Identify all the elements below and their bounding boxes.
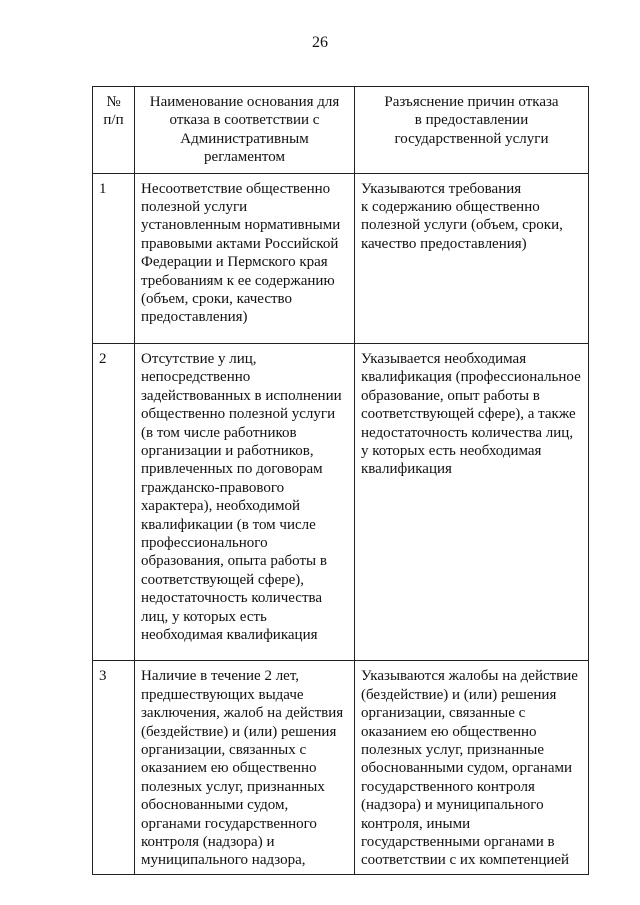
row-ground (135, 343, 355, 661)
ground-line: предоставления) (141, 309, 248, 326)
explanation-line: (надзора) и муниципального (361, 797, 544, 814)
ground-line: полезных услуг, признанных (141, 778, 325, 795)
ground-line: Несоответствие общественно (141, 180, 331, 197)
ground-line: обоснованными судом, (141, 797, 289, 814)
explanation-line: государственного контроля (361, 778, 535, 795)
ground-line: недостаточность количества (141, 590, 323, 607)
row-explanation (355, 343, 589, 661)
explanation-line: полезных услуг, признанные (361, 742, 544, 758)
header-ground-line: отказа в соответствии с (169, 112, 320, 129)
explanation-line: к содержанию общественно (361, 199, 540, 216)
explanation-line: Указывается необходимая (361, 350, 527, 367)
ground-line: (в том числе работников (141, 424, 297, 441)
ground-line: Отсутствие у лиц, (141, 350, 257, 367)
ground-line: правовыми актами Российской (141, 235, 339, 252)
header-explanation-line: государственной услуги (394, 130, 549, 147)
ground-line: органами государственного (141, 815, 317, 832)
row-number-value: 2 (99, 350, 107, 367)
ground-line: соответствующей сфере), (141, 571, 305, 588)
explanation-line: контроля, иными (361, 815, 471, 832)
table-row (93, 173, 589, 343)
ground-line: (объем, сроки, качество (141, 291, 293, 308)
ground-line: организации и работников, (141, 442, 314, 459)
ground-line: лиц, у которых есть (141, 608, 267, 625)
ground-line: полезной услуги (141, 199, 248, 216)
ground-line: характера), необходимой (141, 498, 300, 515)
refusal-grounds-table (92, 86, 589, 875)
header-num-line: № (106, 94, 121, 110)
explanation-line: недостаточность количества лиц, (361, 424, 574, 441)
header-explanation-line: Разъяснение причин отказа (384, 94, 559, 110)
explanation-line: Указываются жалобы на действие (361, 668, 578, 685)
explanation-line: полезной услуги (объем, сроки, (361, 217, 563, 234)
ground-line: профессионального (141, 534, 268, 551)
header-ground-line: регламентом (204, 149, 285, 166)
row-number (93, 173, 135, 343)
ground-line: образования, опыта работы в (141, 553, 327, 570)
explanation-line: государственными органами в (361, 834, 555, 851)
explanation-line: у которых есть необходимая (361, 442, 542, 459)
ground-line: заключения, жалоб на действия (141, 705, 344, 722)
ground-line: установленным нормативными (141, 217, 341, 234)
ground-line: требованиям к ее содержанию (141, 272, 335, 289)
row-number-value: 1 (99, 180, 107, 197)
header-explanation-line: в предоставлении (414, 112, 529, 129)
header-ground (135, 87, 355, 174)
ground-line: оказанием ею общественно (141, 760, 317, 777)
explanation-line: обоснованными судом, органами (361, 760, 573, 777)
table-row (93, 343, 589, 661)
ground-line: (бездействие) и (или) решения (141, 723, 337, 740)
row-explanation (355, 661, 589, 874)
header-num-line: п/п (103, 112, 124, 129)
page-number: 26 (312, 34, 328, 51)
header-num (93, 87, 135, 174)
header-ground-line: Наименование основания для (149, 94, 340, 110)
table-row (93, 661, 589, 874)
ground-line: Федерации и Пермского края (141, 254, 328, 271)
ground-line: необходимая квалификация (141, 626, 318, 643)
ground-line: гражданско-правового (141, 479, 285, 496)
row-ground (135, 661, 355, 874)
ground-line: Наличие в течение 2 лет, (141, 668, 300, 685)
ground-line: общественно полезной услуги (141, 406, 336, 423)
explanation-line: оказанием ею общественно (361, 723, 537, 740)
ground-line: непосредственно (141, 369, 251, 386)
explanation-line: организации, связанные с (361, 705, 526, 722)
explanation-line: Указываются требования (361, 180, 522, 197)
header-ground-line: Административным (180, 130, 309, 147)
explanation-line: образование, опыт работы в (361, 387, 540, 404)
explanation-line: (бездействие) и (или) решения (361, 686, 557, 703)
ground-line: квалификации (в том числе (141, 516, 316, 533)
explanation-line: квалификация (профессиональное (361, 369, 581, 386)
ground-line: предшествующих выдаче (141, 686, 304, 703)
row-number-value: 3 (99, 668, 107, 685)
row-number (93, 343, 135, 661)
explanation-line: соответствующей сфере), а также (361, 406, 576, 423)
explanation-line: соответствии с их компетенцией (361, 852, 570, 869)
ground-line: задействованных в исполнении (141, 387, 342, 404)
ground-line: привлеченных по договорам (141, 461, 323, 478)
explanation-line: качество предоставления) (361, 235, 527, 252)
header-explanation (355, 87, 589, 174)
row-ground (135, 173, 355, 343)
ground-line: организации, связанных с (141, 742, 307, 758)
row-number (93, 661, 135, 874)
ground-line: контроля (надзора) и (141, 834, 275, 851)
explanation-line: квалификация (361, 461, 452, 478)
table-header-row (93, 87, 589, 174)
ground-line: муниципального надзора, (141, 852, 306, 869)
row-explanation (355, 173, 589, 343)
